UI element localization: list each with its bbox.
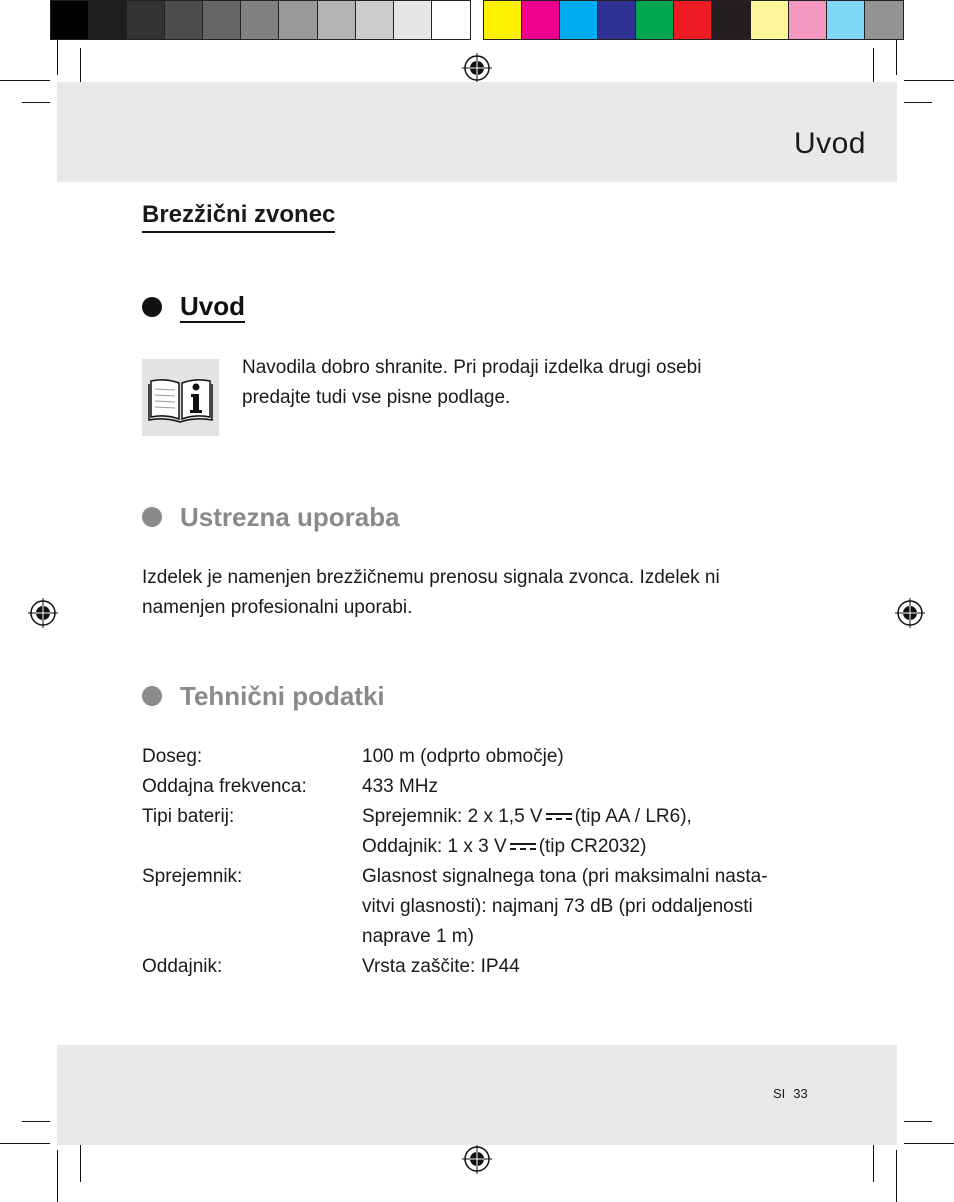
color-swatch	[484, 1, 522, 39]
spec-value	[362, 862, 812, 952]
page-number: 33	[793, 1086, 808, 1101]
color-swatch	[636, 1, 674, 39]
bullet-dot-icon	[142, 686, 162, 706]
section-heading-ustrezna-uporaba	[142, 502, 400, 532]
crop-mark	[896, 40, 897, 75]
spec-value-text: Sprejemnik: 2 x 1,5 V	[362, 806, 543, 827]
spec-value-line: 433 MHz	[362, 776, 439, 797]
section-heading-text: Ustrezna uporaba	[180, 502, 400, 532]
color-calibration-bar-greys	[50, 0, 471, 40]
direct-current-icon	[510, 842, 536, 852]
spec-value-line: vitvi glasnosti): najmanj 73 dB (pri oddaljenosti	[362, 896, 753, 917]
color-swatch	[127, 1, 165, 39]
spec-value-text: Oddajnik: 1 x 3 V	[362, 836, 507, 857]
color-swatch	[51, 1, 89, 39]
spec-value	[362, 802, 812, 862]
crop-mark	[896, 1150, 897, 1202]
crop-mark	[57, 1150, 58, 1202]
usage-paragraph	[142, 563, 720, 623]
registration-mark-icon	[462, 1144, 492, 1174]
language-code: SI	[773, 1086, 786, 1101]
color-swatch	[165, 1, 203, 39]
table-row	[142, 772, 812, 802]
bullet-dot-icon	[142, 297, 162, 317]
spec-value-text: (tip CR2032)	[538, 836, 647, 857]
color-swatch	[865, 1, 903, 39]
page-footer	[773, 1086, 816, 1101]
color-swatch	[432, 1, 470, 39]
color-swatch	[89, 1, 127, 39]
intro-paragraph	[242, 353, 701, 413]
crop-mark	[0, 1143, 50, 1144]
color-swatch	[241, 1, 279, 39]
crop-mark	[873, 1140, 874, 1182]
color-swatch	[394, 1, 432, 39]
registration-mark-icon	[28, 598, 58, 628]
color-swatch	[674, 1, 712, 39]
document-title: Brezžični zvonec	[142, 201, 335, 233]
crop-mark	[0, 80, 50, 81]
spec-value-line	[362, 802, 812, 832]
color-swatch	[751, 1, 789, 39]
bullet-dot-icon	[142, 507, 162, 527]
crop-mark	[904, 102, 932, 103]
intro-line: Navodila dobro shranite. Pri prodaji izdelka drugi osebi	[242, 357, 702, 378]
spec-value	[362, 952, 812, 982]
registration-mark-icon	[895, 598, 925, 628]
registration-mark-icon	[462, 53, 492, 83]
header-band	[57, 82, 897, 182]
table-row	[142, 952, 812, 982]
spec-value-line: naprave 1 m)	[362, 926, 474, 947]
usage-line: Izdelek je namenjen brezžičnemu prenosu signala zvonca. Izdelek ni	[142, 567, 720, 588]
intro-line: predajte tudi vse pisne podlage.	[242, 387, 511, 408]
spec-label: Tipi baterij:	[142, 806, 235, 827]
crop-mark	[904, 80, 954, 81]
color-swatch	[789, 1, 827, 39]
color-swatch	[203, 1, 241, 39]
page-header-title: Uvod	[793, 127, 866, 160]
color-swatch	[598, 1, 636, 39]
crop-mark	[904, 1121, 932, 1122]
color-swatch	[522, 1, 560, 39]
spec-label: Oddajnik:	[142, 956, 223, 977]
spec-label: Doseg:	[142, 746, 203, 767]
section-heading-text: Tehnični podatki	[180, 681, 385, 711]
spec-value	[362, 772, 812, 802]
section-heading-text: Uvod	[180, 291, 245, 321]
color-swatch	[279, 1, 317, 39]
color-swatch	[827, 1, 865, 39]
spec-value-line	[362, 832, 812, 862]
section-heading-tehnicni-podatki	[142, 681, 385, 711]
table-row	[142, 802, 812, 862]
spec-value-line: 100 m (odprto območje)	[362, 746, 564, 767]
spec-value-line: Vrsta zaščite: IP44	[362, 956, 520, 977]
crop-mark	[80, 1140, 81, 1182]
table-row	[142, 742, 812, 772]
crop-mark	[22, 1121, 50, 1122]
color-swatch	[560, 1, 598, 39]
tech-spec-table	[142, 742, 812, 982]
table-row	[142, 862, 812, 952]
footer-band	[57, 1045, 897, 1145]
crop-mark	[904, 1143, 954, 1144]
color-calibration-bar-colors	[483, 0, 904, 40]
crop-mark	[57, 40, 58, 75]
spec-value	[362, 742, 812, 772]
direct-current-icon	[546, 812, 572, 822]
crop-mark	[22, 102, 50, 103]
spec-value-line: Glasnost signalnega tona (pri maksimalni nasta-	[362, 866, 768, 887]
spec-label: Sprejemnik:	[142, 866, 243, 887]
color-swatch	[712, 1, 750, 39]
spec-value-text: (tip AA / LR6),	[574, 806, 692, 827]
spec-label: Oddajna frekvenca:	[142, 776, 307, 797]
usage-line: namenjen profesionalni uporabi.	[142, 597, 413, 618]
color-swatch	[318, 1, 356, 39]
section-heading-uvod	[142, 291, 245, 323]
color-swatch	[356, 1, 394, 39]
book-info-icon	[142, 359, 219, 436]
